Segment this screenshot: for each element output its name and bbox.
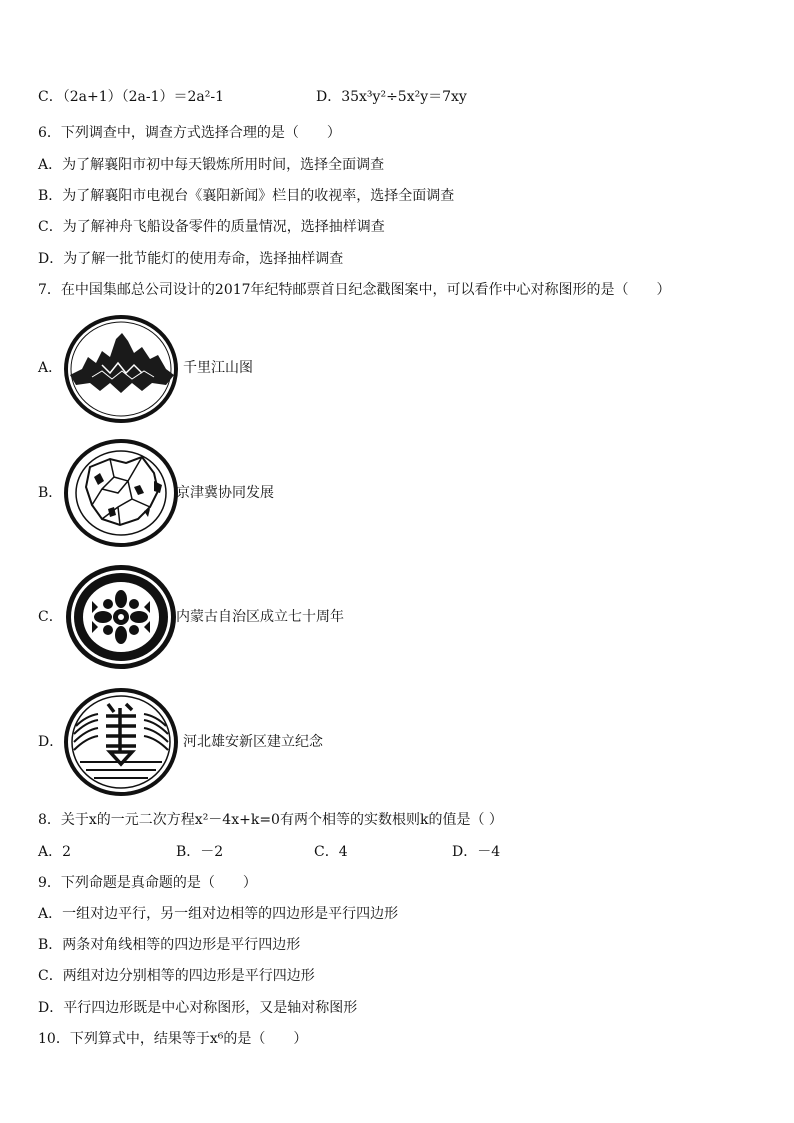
q7-option-c-letter: C． [38,609,63,625]
q7-stem: 7．在中国集邮总公司设计的2017年纪特邮票首日纪念戳图案中，可以看作中心对称图形的是（ ） [38,282,671,298]
q9-option-c: C．两组对边分别相等的四边形是平行四边形 [38,968,315,984]
q6-option-d: D．为了解一批节能灯的使用寿命，选择抽样调查 [38,251,344,267]
q9-option-d: D．平行四边形既是中心对称图形，又是轴对称图形 [38,1000,358,1016]
q9-option-b: B．两条对角线相等的四边形是平行四边形 [38,937,301,953]
q9-option-a: A．一组对边平行，另一组对边相等的四边形是平行四边形 [38,906,399,922]
xiong-character-stamp-icon [62,686,180,798]
mountain-stamp-icon [62,313,180,425]
q9-stem: 9．下列命题是真命题的是（ ） [38,875,257,891]
q8-stem: 8．关于x的一元二次方程x²－4x+k=0有两个相等的实数根则k的值是（ ） [38,812,503,828]
q7-option-d-caption: 河北雄安新区建立纪念 [183,734,323,750]
q8-option-d: D．－4 [452,844,501,860]
q10-stem: 10．下列算式中，结果等于x⁶的是（ ） [38,1031,308,1047]
map-stamp-icon [62,437,180,549]
q7-option-b-caption: 京津冀协同发展 [176,485,274,501]
q6-stem: 6．下列调查中，调查方式选择合理的是（ ） [38,125,341,141]
flower-ring-stamp-icon [62,561,180,673]
q7-option-a-letter: A． [38,360,63,376]
q7-option-b-letter: B． [38,485,63,501]
q8-option-c: C．4 [314,844,348,860]
q5-option-d: D．35x³y²÷5x²y＝7xy [316,89,467,105]
q7-option-a-caption: 千里江山图 [183,360,253,376]
q8-option-b: B．－2 [176,844,224,860]
q7-option-d-letter: D． [38,734,64,750]
q8-option-a: A．2 [38,844,72,860]
q6-option-c: C．为了解神舟飞船设备零件的质量情况，选择抽样调查 [38,219,385,235]
q6-option-b: B．为了解襄阳市电视台《襄阳新闻》栏目的收视率，选择全面调查 [38,188,455,204]
q6-option-a: A．为了解襄阳市初中每天锻炼所用时间，选择全面调查 [38,157,385,173]
q7-option-c-caption: 内蒙古自治区成立七十周年 [176,609,344,625]
q5-option-c: C．（2a+1）（2a-1）＝2a²-1 [38,89,224,105]
